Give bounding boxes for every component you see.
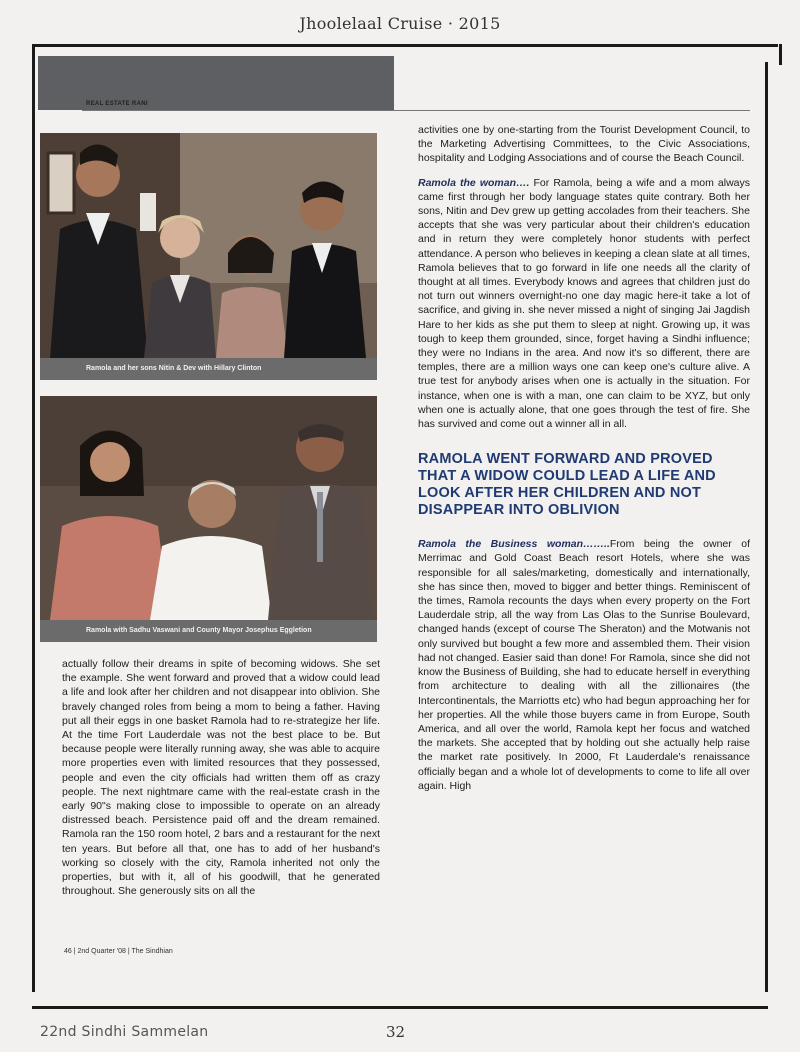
article-left-column: [62, 657, 380, 908]
article-right-column: [418, 123, 750, 803]
paragraph-text: For Ramola, being a wife and a mom always came first through her body language states quite contrary. Both her sons, Nitin and Dev grew up getting accolades from their teachers. She accepts that she was very particular about their children's education and in return they were completely honor students with perfect attendance. A person who believes in keeping a clean slate at all times, Ramola believes that to go forward in life one needs all the clarity of thought at all times. Everybody knows and agrees that children just do not turn out winners overnight-no one day magic here-it take a lot of sacrifice, and giving in. she never missed a night of singing Jai Jagdish Hare to her kids as she put them to sleep at night. Growing up, it was tough to keep them grounded, since, forget having a Sindhi influence; they were no Indians in the area. And now it's so different, there are temples, there are a million ways one can keep one's culture alive. A true test for anybody arises when one is actually in the situation. For instance, when one is with a man, one can claim to be XYZ, but only when one is actually alone, that one goes through the test of fire. She has survived and come out a winner all in all.: [418, 176, 750, 431]
top-border-rule: [32, 44, 778, 47]
body-paragraph: activities one by one-starting from the Tourist Development Council, to the Marketing Advertising Committees, to the Civic Associations, hospitality and Lodging Associations and of course the Beach Council.: [418, 124, 750, 165]
body-paragraph: actually follow their dreams in spite of becoming widows. She set the example. She went forward and proved that a widow could lead a life and look after her children and not disappear into oblivion. She bravely changed roles from being a mom to being a father. Having put all their eggs in one basket Ramola had to re-strategize her life. At the time Fort Lauderdale was not the best place to be. But because people were literally running away, she was able to acquire more properties even with limited resources that they possessed, people and even the city officials had written them off as crazy people. The next nightmare came with the real-estate crash in the early 90"s making close to impossible to operate on an already distressed beach. Persistence paid off and the dream remained. Ramola ran the 150 room hotel, 2 bars and a restaurant for the next ten years. But before all that, one has to add of her husband's working so closely with the city, Ramola inherited not only the properties, but with it, all of his goodwill, that he generated throughout. She generously sits on all the: [62, 658, 380, 898]
photo-caption: Ramola and her sons Nitin & Dev with Hillary Clinton: [40, 358, 377, 380]
section-label: REAL ESTATE RANI: [86, 101, 148, 107]
section-divider: [82, 110, 750, 111]
photo-hillary-clinton: [40, 133, 377, 358]
right-border-rule: [765, 62, 768, 992]
paragraph-text: From being the owner of Merrimac and Gold Coast Beach resort Hotels, where she was responsible for all sales/marketing, domestically and internationally, she has since then, moved to bigger and better things. Reminiscent of the times, Ramola recounts the days when every property on the Fort Lauderdale strip, all the way from Las Olas to the Sunrise Boulevard, changed hands (except of course The Sheraton) and the Motwanis not only survived but bought a few more and assembled them. Their vision had not changed. Easier said than done! For Ramola, since she did not know the Business of Building, she had to educate herself in everything from architecture to dealing with all the zillionaires (the Intercontinentals, the Marriotts etc) who had begun approaching her for her properties. All the while those buyers came in from Europe, South America, and all over the world, Ramola kept her focus and watched the markets. She accepted that by holding out she actually help raise the market rate positively. In 2000, Ft Lauderdale's renaissance officially began and a whole lot of developments to come to life all over again. High: [418, 538, 751, 792]
pull-quote: RAMOLA WENT FORWARD AND PROVED THAT A WIDOW COULD LEAD A LIFE AND LOOK AFTER HER CHILDREN AND NOT DISAPPEAR INTO OBLIVION: [418, 451, 716, 519]
bottom-border-rule: [32, 1006, 768, 1009]
body-paragraph: [418, 176, 750, 432]
event-name: 22nd Sindhi Sammelan: [40, 1024, 209, 1040]
subheading-lead: Ramola the woman….: [418, 176, 530, 189]
photo-sadhu-vaswani: [40, 396, 377, 620]
body-paragraph: [418, 537, 750, 793]
page-header-title: Jhoolelaal Cruise · 2015: [299, 14, 501, 33]
photo-caption: Ramola with Sadhu Vaswani and County Mayor Josephus Eggletion: [40, 620, 377, 642]
subheading-lead: Ramola the Business woman……..: [418, 538, 610, 551]
page-number: 32: [386, 1023, 406, 1041]
left-border-rule: [32, 62, 35, 992]
article-footer: 46 | 2nd Quarter '08 | The Sindhian: [64, 948, 173, 955]
